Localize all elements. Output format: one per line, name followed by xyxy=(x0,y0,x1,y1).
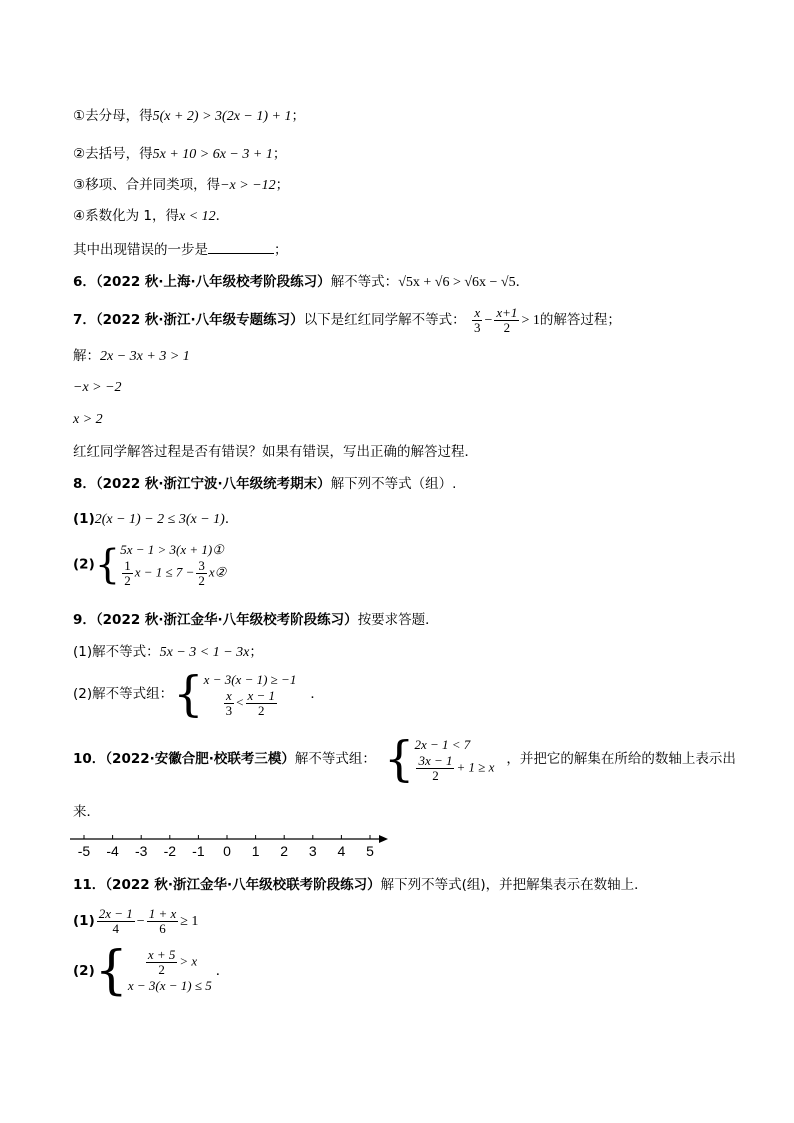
q7-sol-line-3: x > 2 xyxy=(73,412,103,427)
q11-p1-label: (1) xyxy=(73,913,95,929)
q7-followup xyxy=(73,442,478,462)
number-line-label: 3 xyxy=(308,843,317,859)
q7-solution-1 xyxy=(73,346,190,367)
q7-text2: 的解答过程； xyxy=(539,312,621,328)
error-question xyxy=(73,239,288,260)
q9-line2-op: < xyxy=(236,693,244,709)
q10-continuation xyxy=(73,802,100,822)
q7-number: 7． xyxy=(73,312,96,328)
q9-part-1 xyxy=(73,642,263,663)
q8-frac-c-den: 2 xyxy=(198,573,205,588)
q10-frac xyxy=(416,754,454,783)
q11-system xyxy=(128,948,212,995)
number-line-label: -3 xyxy=(134,843,148,859)
q7-source: （2022 秋·浙江·八年级专题练习） xyxy=(95,312,304,328)
step-4-end: ． xyxy=(215,208,230,224)
q9-p2-end: ． xyxy=(310,686,324,702)
q11-frac-b-num: 1 + x xyxy=(148,905,177,921)
q8-frac-c xyxy=(196,559,207,588)
step-1-text: ①去分母，得 xyxy=(73,108,153,124)
q9-source: （2022 秋·浙江金华·八年级校考阶段练习） xyxy=(95,612,358,628)
q10-system-line-2 xyxy=(414,754,494,783)
q6-end: ． xyxy=(515,274,530,290)
number-line-label: 5 xyxy=(366,843,374,859)
q6-text: 解不等式： xyxy=(330,274,399,290)
q11-line1-tail: > x xyxy=(179,952,198,968)
q11-text: 解下列不等式(组)，并把解集表示在数轴上． xyxy=(380,877,648,893)
q8-number: 8． xyxy=(73,476,96,492)
q8-line2-mid: x − 1 ≤ 7 − xyxy=(134,564,195,580)
q8-system-line-1: 5x − 1 > 3(x + 1)① xyxy=(120,542,224,557)
q10-brace: { xyxy=(383,731,415,787)
step-2-end: ； xyxy=(272,146,287,162)
number-line xyxy=(70,829,390,843)
step-3 xyxy=(73,175,289,196)
step-3-end: ； xyxy=(275,177,290,193)
q9-frac-b xyxy=(246,689,278,718)
question-9 xyxy=(73,610,439,630)
q9-frac-a-num: x xyxy=(224,689,235,704)
q8-line2-end: x② xyxy=(208,564,227,580)
q9-p1-end: ； xyxy=(249,644,263,660)
q11-frac-b-den: 6 xyxy=(159,920,166,936)
step-3-math: −x > −12 xyxy=(220,178,276,193)
step-2-math: 5x + 10 > 6x − 3 + 1 xyxy=(152,147,273,162)
number-line-label: -5 xyxy=(77,843,91,859)
question-11 xyxy=(73,875,648,895)
q7-f2-den: 2 xyxy=(503,319,511,335)
step-1-math: 5(x + 2) > 3(2x − 1) + 1 xyxy=(152,109,292,124)
question-7 xyxy=(73,305,621,336)
step-1 xyxy=(73,106,305,127)
q11-part-1 xyxy=(73,905,198,938)
q9-frac-b-den: 2 xyxy=(258,702,265,718)
q10-text3: 来． xyxy=(73,804,100,820)
q11-frac-a xyxy=(97,907,135,936)
q7-solution-label: 解： xyxy=(73,348,100,364)
q8-frac-c-num: 3 xyxy=(198,558,205,573)
error-question-text: 其中出现错误的一步是 xyxy=(73,242,208,258)
q10-number: 10． xyxy=(73,751,106,767)
q9-part-2 xyxy=(73,666,324,722)
number-line-label: 4 xyxy=(337,843,346,859)
q8-frac-a-num: 1 xyxy=(124,558,131,573)
q11-frac-b xyxy=(147,907,179,936)
q10-source: （2022·安徽合肥·校联考三模） xyxy=(105,751,295,767)
q11-source: （2022 秋·浙江金华·八年级校联考阶段练习） xyxy=(105,877,381,893)
q7-fraction-2 xyxy=(494,306,519,335)
q11-p1-tail: ≥ 1 xyxy=(180,914,199,929)
q11-frac-c xyxy=(146,948,178,977)
q8-p2-label: (2) xyxy=(73,556,95,573)
q11-brace: { xyxy=(94,941,128,1001)
q10-frac-den: 2 xyxy=(432,767,439,783)
q9-number: 9． xyxy=(73,612,96,628)
q9-system-line-1: x − 3(x − 1) ≥ −1 xyxy=(203,671,297,687)
q10-frac-num: 3x − 1 xyxy=(418,752,453,768)
q10-system-line-1: 2x − 1 < 7 xyxy=(414,736,471,752)
q10-text: 解不等式组： xyxy=(294,751,376,767)
q11-frac-c-num: x + 5 xyxy=(147,946,176,962)
q10-line2-tail: + 1 ≥ x xyxy=(456,758,495,774)
question-8 xyxy=(73,474,456,494)
q8-frac-a-den: 2 xyxy=(124,573,131,588)
q11-p1-minus: − xyxy=(136,914,145,929)
q11-part-2 xyxy=(73,941,230,1001)
question-10 xyxy=(73,731,736,787)
q10-system xyxy=(414,736,494,783)
q9-frac-a xyxy=(224,689,235,718)
q8-text: 解下列不等式（组）. xyxy=(330,476,457,492)
q8-system-line-2 xyxy=(120,559,226,588)
q6-number: 6． xyxy=(73,274,96,290)
step-4 xyxy=(73,206,229,227)
q7-fraction-1 xyxy=(472,306,483,335)
q9-brace: { xyxy=(173,666,204,722)
error-question-end: ； xyxy=(274,242,288,258)
q9-frac-b-num: x − 1 xyxy=(247,687,276,703)
q10-text2: ，并把它的解集在所给的数轴上表示出 xyxy=(506,751,736,767)
q8-p1-label: (1) xyxy=(73,511,95,527)
q9-system xyxy=(204,671,297,718)
question-6 xyxy=(73,272,529,293)
q7-solution-2 xyxy=(73,377,122,398)
step-2 xyxy=(73,144,286,165)
q11-system-line-1 xyxy=(128,948,212,977)
q8-source: （2022 秋·浙江宁波·八年级统考期末） xyxy=(95,476,331,492)
q11-frac-a-num: 2x − 1 xyxy=(98,905,133,921)
q7-f1-den: 3 xyxy=(473,319,481,335)
step-4-math: x < 12 xyxy=(178,209,216,224)
q11-frac-a-den: 4 xyxy=(112,920,119,936)
q9-p2-label: (2)解不等式组： xyxy=(73,686,174,702)
q6-math: √5x + √6 > √6x − √5 xyxy=(398,275,516,290)
answer-blank[interactable] xyxy=(208,239,274,254)
q11-p2-end: ． xyxy=(215,963,230,979)
q11-number: 11． xyxy=(73,877,106,893)
q8-system xyxy=(120,541,226,588)
q8-part-1 xyxy=(73,509,238,530)
q8-part-2 xyxy=(73,541,226,588)
q8-frac-a xyxy=(122,559,133,588)
number-line-label: -4 xyxy=(106,843,119,859)
number-line-label: 2 xyxy=(280,843,289,859)
q11-system-line-2: x − 3(x − 1) ≤ 5 xyxy=(127,977,212,993)
q11-frac-c-den: 2 xyxy=(158,961,165,977)
q8-p1-math: 2(x − 1) − 2 ≤ 3(x − 1) xyxy=(94,512,225,527)
q9-p1-label: (1)解不等式： xyxy=(73,644,160,660)
q9-text: 按要求答题． xyxy=(357,612,439,628)
q11-p2-label: (2) xyxy=(73,963,95,979)
q7-sol-line-2: −x > −2 xyxy=(73,380,122,395)
number-line-label: -1 xyxy=(192,843,205,859)
q7-sol-line-1: 2x − 3x + 3 > 1 xyxy=(100,349,190,364)
q7-solution-3 xyxy=(73,409,103,430)
step-1-end: ； xyxy=(291,108,305,124)
q8-brace: { xyxy=(94,541,121,588)
step-3-text: ③移项、合并同类项，得 xyxy=(73,177,221,193)
step-2-text: ②去括号，得 xyxy=(73,146,153,162)
number-line-label: -2 xyxy=(163,843,177,859)
q7-f1-num: x xyxy=(472,306,483,321)
q7-f2-num: x+1 xyxy=(496,304,518,320)
q7-minus: − xyxy=(484,313,493,328)
q9-p1-math: 5x − 3 < 1 − 3x xyxy=(159,645,250,660)
q7-tail: > 1 xyxy=(521,313,540,328)
number-line-label: 0 xyxy=(223,843,231,859)
number-line-arrow xyxy=(379,835,388,843)
q7-text: 以下是红红同学解不等式： xyxy=(303,312,466,328)
q6-source: （2022 秋·上海·八年级校考阶段练习） xyxy=(95,274,331,290)
q8-p1-end: ． xyxy=(224,511,239,527)
number-line-label: 1 xyxy=(251,843,260,859)
q9-frac-a-den: 3 xyxy=(225,702,233,718)
q7-followup-text: 红红同学解答过程是否有错误？如果有错误，写出正确的解答过程． xyxy=(73,444,478,460)
q9-system-line-2 xyxy=(204,689,297,718)
step-4-text: ④系数化为 1，得 xyxy=(73,208,179,224)
